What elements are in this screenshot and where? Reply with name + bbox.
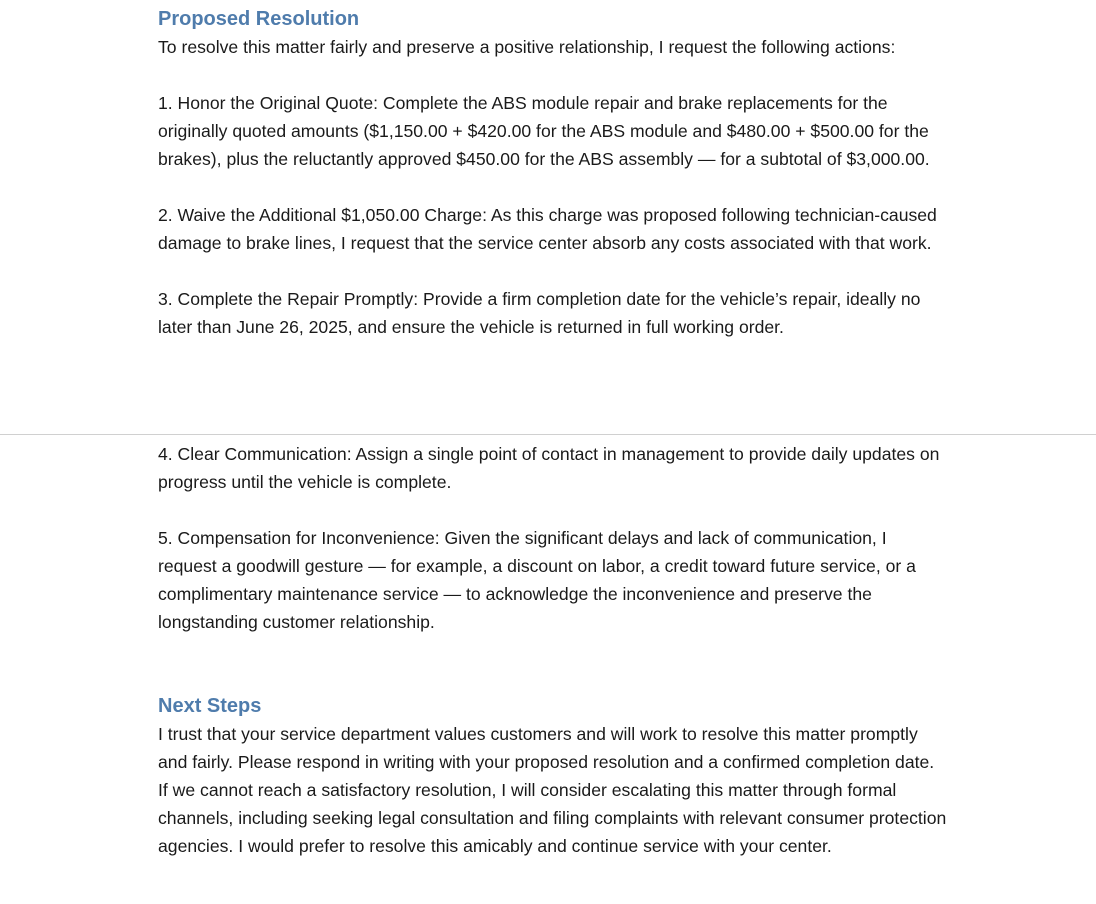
resolution-continued-section (158, 440, 948, 860)
resolution-item-5: 5. Compensation for Inconvenience: Given the significant delays and lack of communication, I request a goodwill gesture — for example, a discount on labor, a credit toward future service, or a complimentary maintenance service — to acknowledge the inconvenience and preserve the longstanding customer relationship. (158, 528, 916, 632)
proposed-resolution-section (158, 5, 948, 341)
resolution-item-2: 2. Waive the Additional $1,050.00 Charge: As this charge was proposed following technician-caused damage to brake lines, I request that the service center absorb any costs associated with that work. (158, 205, 937, 253)
next-steps-body: I trust that your service department values customers and will work to resolve this matter promptly and fairly. Please respond in writing with your proposed resolution and a confirmed completion date. If we cannot reach a satisfactory resolution, I will consider escalating this matter through formal channels, including seeking legal consultation and filing complaints with relevant consumer protection agencies. I would prefer to resolve this amicably and continue service with your center. (158, 724, 947, 856)
document-page-lower (0, 435, 1096, 904)
next-steps-heading: Next Steps (158, 695, 262, 717)
proposed-resolution-heading: Proposed Resolution (158, 8, 360, 30)
document-page-upper (0, 0, 1096, 434)
proposed-resolution-intro: To resolve this matter fairly and preserve a positive relationship, I request the following actions: (158, 37, 896, 57)
resolution-item-3: 3. Complete the Repair Promptly: Provide a firm completion date for the vehicle’s repair, ideally no later than June 26, 2025, and ensure the vehicle is returned in full working order. (158, 289, 921, 337)
resolution-item-1: 1. Honor the Original Quote: Complete the ABS module repair and brake replacements for the originally quoted amounts ($1,150.00 + $420.00 for the ABS module and $480.00 + $500.00 for the brakes), plus the reluctantly approved $450.00 for the ABS assembly — for a subtotal of $3,000.00. (158, 93, 930, 169)
resolution-item-4: 4. Clear Communication: Assign a single point of contact in management to provide daily updates on progress until the vehicle is complete. (158, 444, 940, 492)
